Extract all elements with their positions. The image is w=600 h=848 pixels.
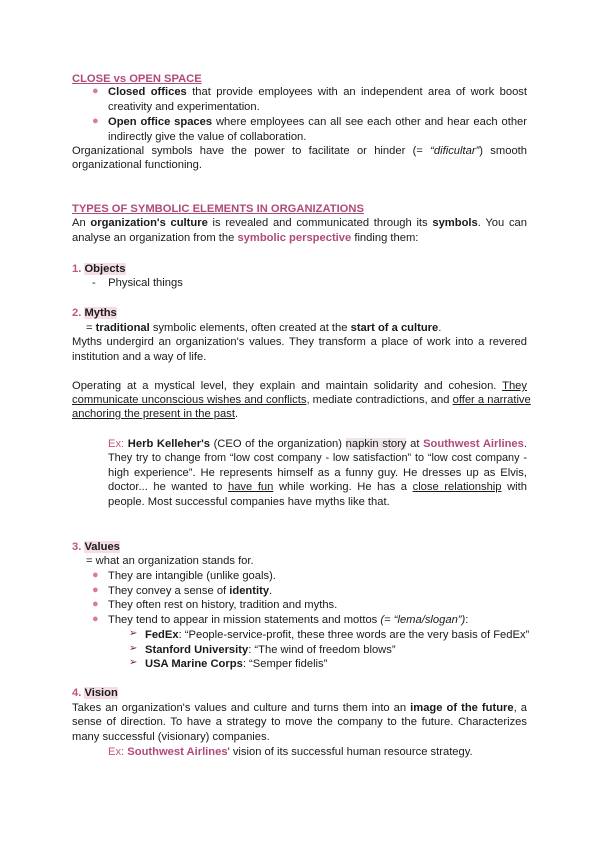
bullet-icon: ● (92, 85, 99, 97)
example-line: high experience”. He represents himself as a funny guy. He dresses up as Elvis, (108, 467, 527, 479)
example-line: people. Most successful companies have myths like that. (108, 496, 390, 508)
paragraph-cont: analyse an organization from the symbolic perspective finding them: (72, 232, 419, 244)
list-item: Closed offices that provide employees with an independent area of work boost (108, 86, 527, 98)
paragraph: Myths undergird an organization's values. They transform a place of work into a revered (72, 336, 527, 348)
paragraph-cont: communicate unconscious wishes and conflicts, mediate contradictions, and offer a narrative (72, 394, 531, 406)
arrow-bullet-icon: ➢ (129, 657, 138, 668)
list-item: They are intangible (unlike goals). (108, 570, 276, 582)
paragraph: An organization's culture is revealed and communicated through its symbols. You can (72, 217, 527, 229)
definition: = what an organization stands for. (86, 555, 254, 567)
paragraph: Takes an organization's values and culture and turns them into an image of the future, a (72, 702, 527, 714)
bullet-icon: ● (92, 613, 99, 625)
paragraph: Organizational symbols have the power to facilitate or hinder (= “dificultar”) smooth (72, 145, 527, 157)
motto-item: Stanford University: “The wind of freedom blows” (145, 644, 396, 656)
paragraph-cont: many successful (visionary) companies. (72, 731, 270, 743)
bullet-icon: ● (92, 598, 99, 610)
list-item-cont: indirectly give the value of collaboration. (108, 131, 307, 143)
list-item-cont: creativity and experimentation. (108, 101, 260, 113)
paragraph: Operating at a mystical level, they explain and maintain solidarity and cohesion. They (72, 380, 527, 392)
example-line: Ex: Southwest Airlines' vision of its successful human resource strategy. (108, 746, 473, 758)
bullet-icon: ● (92, 569, 99, 581)
list-item: They often rest on history, tradition and myths. (108, 599, 338, 611)
example-line: doctor... he wanted to have fun while working. He has a close relationship with (108, 481, 527, 493)
paragraph-cont: sense of direction. To have a strategy to move the company to the future. Characterizes (72, 716, 527, 728)
subheading-values: 3. Values (72, 541, 120, 553)
paragraph-cont: institution and a way of life. (72, 351, 207, 363)
bullet-icon: ● (92, 115, 99, 127)
list-item: - Physical things (92, 277, 183, 289)
example-line: Ex: Herb Kelleher's (CEO of the organization) napkin story at Southwest Airlines. (108, 438, 527, 450)
subheading-objects: 1. Objects (72, 263, 126, 275)
bullet-icon: ● (92, 584, 99, 596)
motto-item: USA Marine Corps: “Semper fidelis” (145, 658, 328, 670)
section-heading-close-open: CLOSE vs OPEN SPACE (72, 73, 202, 85)
section-heading-types: TYPES OF SYMBOLIC ELEMENTS IN ORGANIZATIONS (72, 203, 364, 215)
arrow-bullet-icon: ➢ (129, 628, 138, 639)
subheading-vision: 4. Vision (72, 687, 118, 699)
paragraph-cont: anchoring the present in the past. (72, 408, 239, 420)
list-item: They convey a sense of identity. (108, 585, 273, 597)
list-item: Open office spaces where employees can all see each other and hear each other (108, 116, 528, 128)
motto-item: FedEx: “People-service-profit, these three words are the very basis of FedEx” (145, 629, 530, 641)
definition: = traditional symbolic elements, often created at the start of a culture. (86, 322, 442, 334)
example-line: They try to change from “low cost company - low satisfaction” to “low cost company - (108, 452, 527, 464)
subheading-myths: 2. Myths (72, 307, 117, 319)
arrow-bullet-icon: ➢ (129, 643, 138, 654)
paragraph-cont: organizational functioning. (72, 159, 202, 171)
list-item: They tend to appear in mission statements and mottos (= “lema/slogan”): (108, 614, 469, 626)
